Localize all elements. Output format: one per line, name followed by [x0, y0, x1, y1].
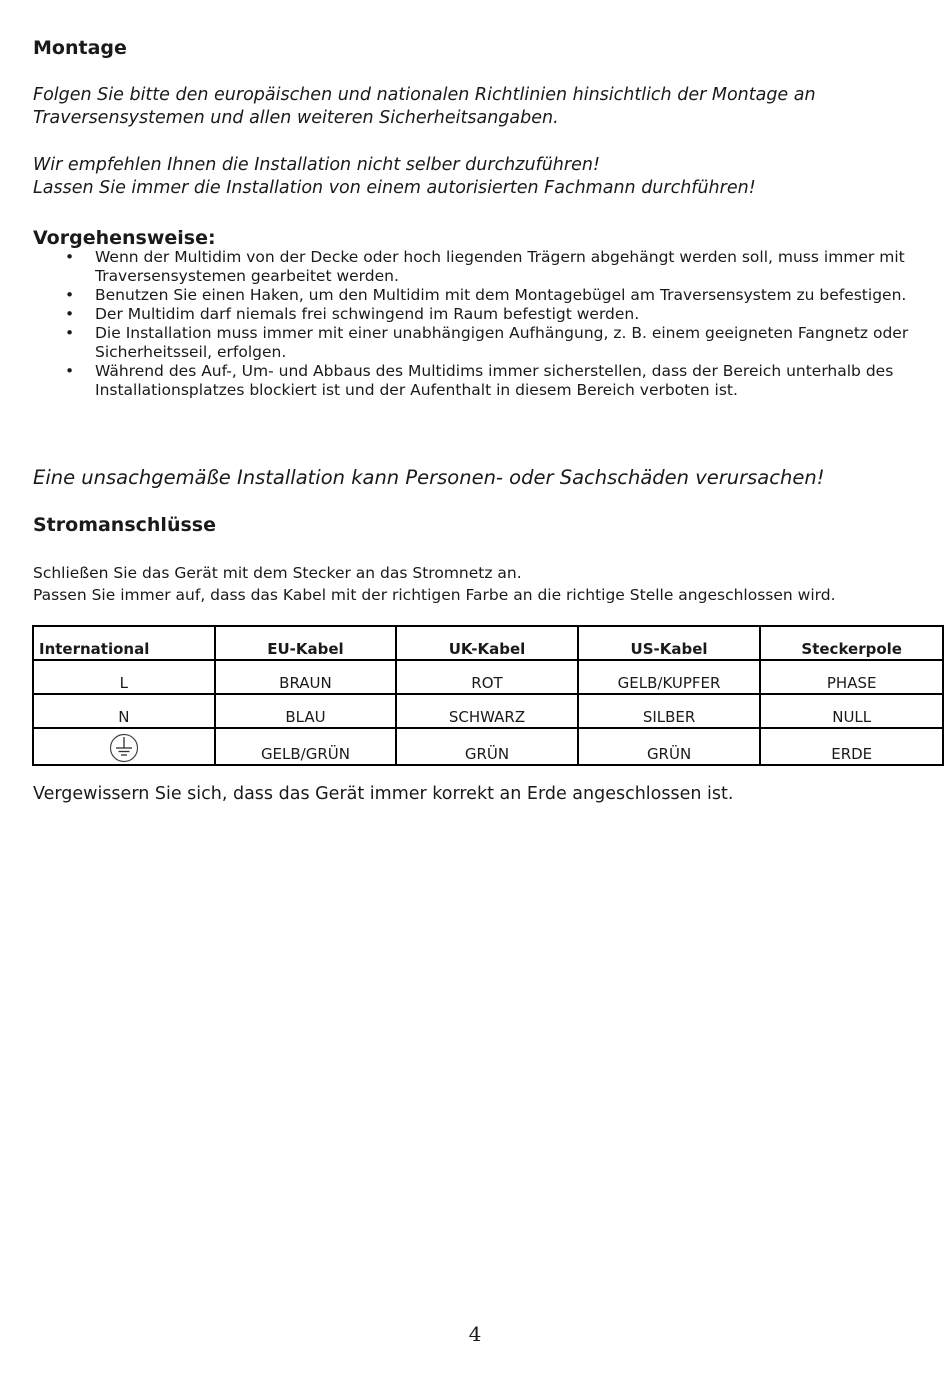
table-header-row [33, 626, 943, 660]
header-plug-pole: Steckerpole [760, 626, 943, 660]
earth-ground-icon [108, 733, 140, 763]
list-item: • Die Installation muss immer mit einer unabhängigen Aufhängung, z. B. einem geeigneten Fangnetz oder Sicherheitsseil, erfolgen. [65, 324, 909, 361]
section-heading-vorgehensweise: Vorgehensweise: [33, 227, 216, 249]
table-row [33, 660, 943, 694]
table-cell: BRAUN [215, 660, 397, 694]
montage-line-3: Wir empfehlen Ihnen die Installation nicht selber durchzuführen! [33, 155, 600, 175]
table-cell: GELB/KUPFER [578, 660, 761, 694]
table-cell [33, 728, 215, 765]
header-eu-cable: EU-Kabel [215, 626, 397, 660]
table-cell: ERDE [760, 728, 943, 765]
page-number: 4 [468, 1322, 482, 1346]
power-line-1: Schließen Sie das Gerät mit dem Stecker an das Stromnetz an. [33, 564, 522, 582]
procedure-list [33, 248, 918, 400]
list-item: • Benutzen Sie einen Haken, um den Multidim mit dem Montagebügel am Traversensystem zu befestigen. [65, 286, 907, 304]
montage-guidelines [33, 84, 913, 130]
earth-connection-note: Vergewissern Sie sich, dass das Gerät immer korrekt an Erde angeschlossen ist. [33, 784, 734, 804]
installation-warning: Eine unsachgemäße Installation kann Personen- oder Sachschäden verursachen! [33, 466, 825, 489]
table-cell: PHASE [760, 660, 943, 694]
header-us-cable: US-Kabel [578, 626, 761, 660]
montage-line-2: Traversensystemen und allen weiteren Sicherheitsangaben. [33, 108, 559, 128]
bullet-icon: • [65, 286, 75, 304]
montage-line-4: Lassen Sie immer die Installation von einem autorisierten Fachmann durchführen! [33, 178, 756, 198]
table-row [33, 694, 943, 728]
bullet-icon: • [65, 362, 75, 380]
section-heading-stromanschluesse: Stromanschlüsse [33, 514, 216, 536]
table-row [33, 728, 943, 765]
list-item: • Während des Auf-, Um- und Abbaus des Multidims immer sicherstellen, dass der Bereich unterhalb des Installationsplatzes blockiert ist und der Aufenthalt in diesem Bereich verboten ist. [65, 362, 894, 399]
section-heading-montage: Montage [33, 37, 127, 59]
header-uk-cable: UK-Kabel [396, 626, 578, 660]
table-cell: GELB/GRÜN [215, 728, 397, 765]
table-cell: GRÜN [396, 728, 578, 765]
power-line-2: Passen Sie immer auf, dass das Kabel mit der richtigen Farbe an die richtige Stelle angeschlossen wird. [33, 586, 836, 604]
table-cell: NULL [760, 694, 943, 728]
list-item: • Der Multidim darf niemals frei schwingend im Raum befestigt werden. [65, 305, 640, 323]
bullet-icon: • [65, 248, 75, 266]
table-cell: SCHWARZ [396, 694, 578, 728]
power-connection-text [33, 562, 836, 606]
list-item: • Wenn der Multidim von der Decke oder hoch liegenden Trägern abgehängt werden soll, muss immer mit Traversensystemen gearbeitet werden. [65, 248, 905, 285]
table-cell: BLAU [215, 694, 397, 728]
cable-color-table [32, 625, 944, 766]
table-cell: ROT [396, 660, 578, 694]
table-cell: L [33, 660, 215, 694]
header-international: International [33, 626, 215, 660]
table-cell: GRÜN [578, 728, 761, 765]
table-cell: SILBER [578, 694, 761, 728]
montage-line-1: Folgen Sie bitte den europäischen und nationalen Richtlinien hinsichtlich der Montage an [33, 85, 816, 105]
bullet-icon: • [65, 305, 75, 323]
bullet-icon: • [65, 324, 75, 342]
table-cell: N [33, 694, 215, 728]
montage-recommendation [33, 154, 913, 200]
